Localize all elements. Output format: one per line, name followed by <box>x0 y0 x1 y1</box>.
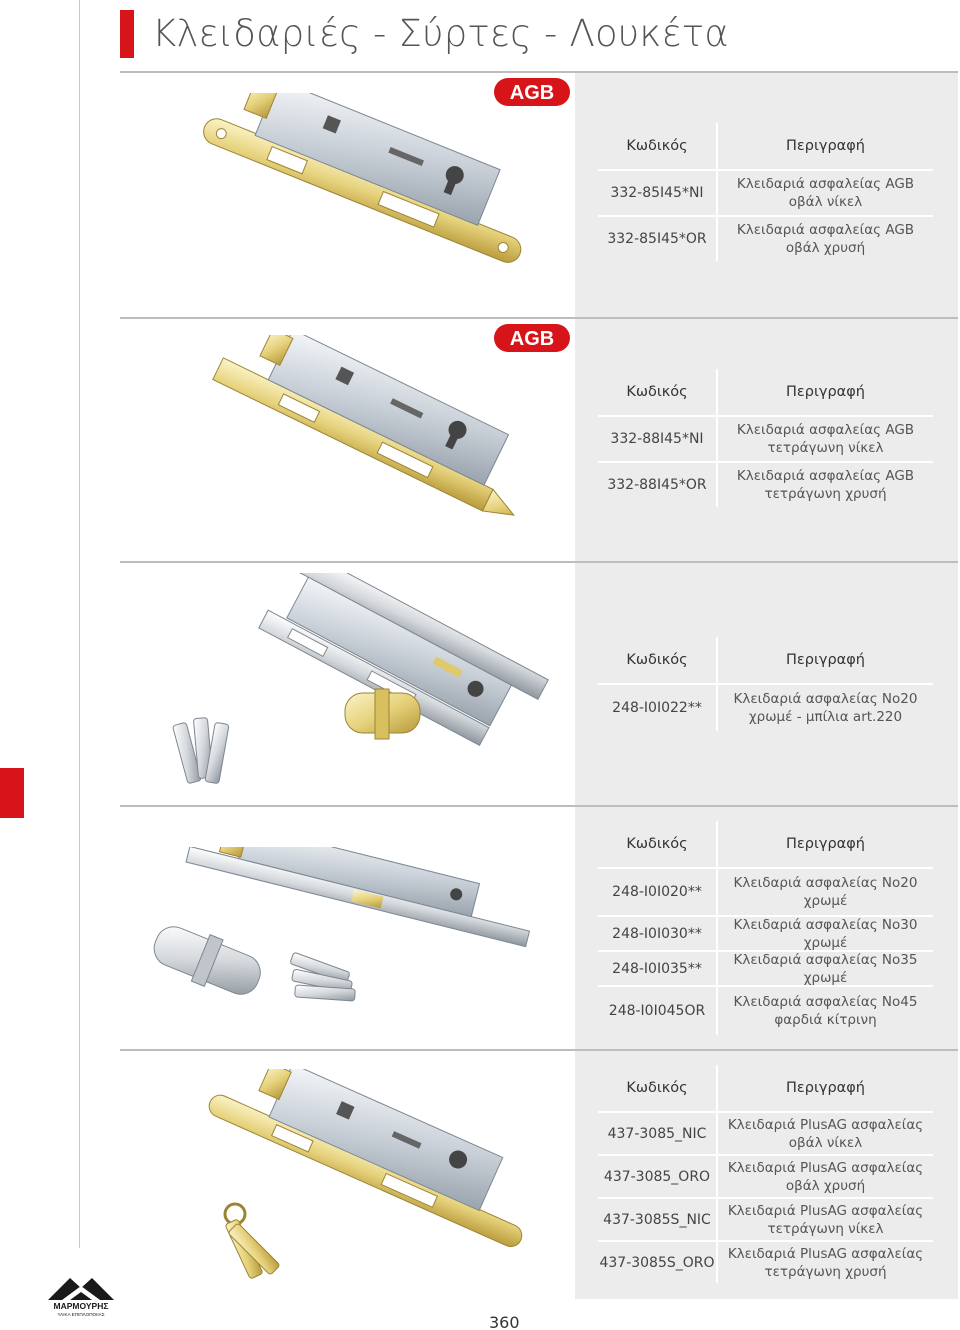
table-row <box>598 985 933 1035</box>
svg-text:ΜΑΡΜΟΥΡΗΣ: ΜΑΡΜΟΥΡΗΣ <box>53 1301 109 1311</box>
table-row <box>598 415 933 461</box>
product-description: Κλειδαριά ασφαλείας Νο30 χρωμέ <box>733 916 918 951</box>
narrow-lock-set-image <box>150 847 560 1022</box>
table-header <box>598 1065 933 1111</box>
header-description: Περιγραφή <box>786 652 865 668</box>
product-code: 248-I0I020** <box>598 869 718 915</box>
product-code: 437-3085S_NIC <box>598 1199 718 1240</box>
table-row <box>598 169 933 215</box>
table-header <box>598 637 933 683</box>
svg-text:ΥΛΙΚΑ ΕΠΙΠΛΟΠΟΙΙΑΣ: ΥΛΙΚΑ ΕΠΙΠΛΟΠΟΙΙΑΣ <box>57 1312 105 1317</box>
header-description: Περιγραφή <box>786 836 865 852</box>
table-row <box>598 683 933 731</box>
product-section-1 <box>120 73 958 319</box>
table-row <box>598 1154 933 1197</box>
header-code: Κωδικός <box>598 637 718 683</box>
product-code: 332-85I45*OR <box>598 217 718 261</box>
product-description: Κλειδαριά ασφαλείας Νο45 φαρδιά κίτρινη <box>733 994 918 1028</box>
product-description: Κλειδαριά ασφαλείας Νο20 χρωμέ <box>733 875 918 909</box>
title-accent-bar <box>120 10 134 58</box>
product-description: Κλειδαριά PlusAG ασφαλείας τετράγωνη νίκελ <box>727 1202 924 1237</box>
table-row <box>598 950 933 985</box>
svg-text:AGB: AGB <box>509 328 555 350</box>
product-code: 248-I0I030** <box>598 917 718 950</box>
page-title: Κλειδαριές - Σύρτες - Λουκέτα <box>152 12 729 55</box>
page-number: 360 <box>489 1313 520 1330</box>
header-code: Κωδικός <box>598 821 718 867</box>
table-row <box>598 1240 933 1283</box>
product-section-3 <box>120 563 958 807</box>
table-row <box>598 1197 933 1240</box>
table-row <box>598 215 933 261</box>
product-description: Κλειδαριά ασφαλείας AGB τετράγωνη χρυσή <box>736 468 915 502</box>
product-code: 332-88I45*OR <box>598 463 718 507</box>
lock-with-cylinder-image <box>160 573 560 798</box>
product-table-3 <box>598 637 933 731</box>
product-table-1 <box>598 123 933 261</box>
product-code: 248-I0I035** <box>598 952 718 985</box>
mortise-lock-oval-image <box>180 93 560 303</box>
product-code: 332-88I45*NI <box>598 417 718 461</box>
product-table-5 <box>598 1065 933 1283</box>
product-description: Κλειδαριά PlusAG ασφαλείας οβάλ νίκελ <box>727 1116 924 1151</box>
product-description: Κλειδαριά ασφαλείας Νο20 χρωμέ - μπίλια art.220 <box>733 691 918 725</box>
mortise-lock-square-image <box>180 335 560 555</box>
product-table-4 <box>598 821 933 1035</box>
product-description: Κλειδαριά PlusAG ασφαλείας οβάλ χρυσή <box>727 1159 924 1194</box>
product-code: 248-I0I022** <box>598 685 718 731</box>
product-description: Κλειδαριά ασφαλείας AGB τετράγωνη νίκελ <box>736 422 915 456</box>
company-logo <box>40 1274 122 1318</box>
header-code: Κωδικός <box>598 369 718 415</box>
product-description: Κλειδαριά PlusAG ασφαλείας τετράγωνη χρυσή <box>727 1245 924 1280</box>
product-description: Κλειδαριά ασφαλείας Νο35 χρωμέ <box>733 951 918 986</box>
table-row <box>598 867 933 915</box>
product-description: Κλειδαριά ασφαλείας AGB οβάλ χρυσή <box>736 222 915 256</box>
svg-text:AGB: AGB <box>509 82 555 104</box>
product-section-4 <box>120 807 958 1051</box>
header-description: Περιγραφή <box>786 1080 865 1096</box>
product-code: 248-I0I045OR <box>598 987 718 1035</box>
header-code: Κωδικός <box>598 123 718 169</box>
product-code: 437-3085S_ORO <box>598 1242 718 1283</box>
header-description: Περιγραφή <box>786 384 865 400</box>
product-section-2 <box>120 319 958 563</box>
table-row <box>598 915 933 950</box>
plusag-lock-image <box>175 1069 565 1284</box>
table-row <box>598 1111 933 1154</box>
table-header <box>598 369 933 415</box>
product-description: Κλειδαριά ασφαλείας AGB οβάλ νίκελ <box>736 176 915 210</box>
header-code: Κωδικός <box>598 1065 718 1111</box>
product-table-2 <box>598 369 933 507</box>
table-header <box>598 123 933 169</box>
chapter-side-tab <box>0 768 24 818</box>
table-row <box>598 461 933 507</box>
product-code: 437-3085_NIC <box>598 1113 718 1154</box>
product-section-5 <box>120 1051 958 1299</box>
product-code: 437-3085_ORO <box>598 1156 718 1197</box>
table-header <box>598 821 933 867</box>
left-margin-line <box>79 0 80 1248</box>
product-code: 332-85I45*NI <box>598 171 718 215</box>
header-description: Περιγραφή <box>786 138 865 154</box>
